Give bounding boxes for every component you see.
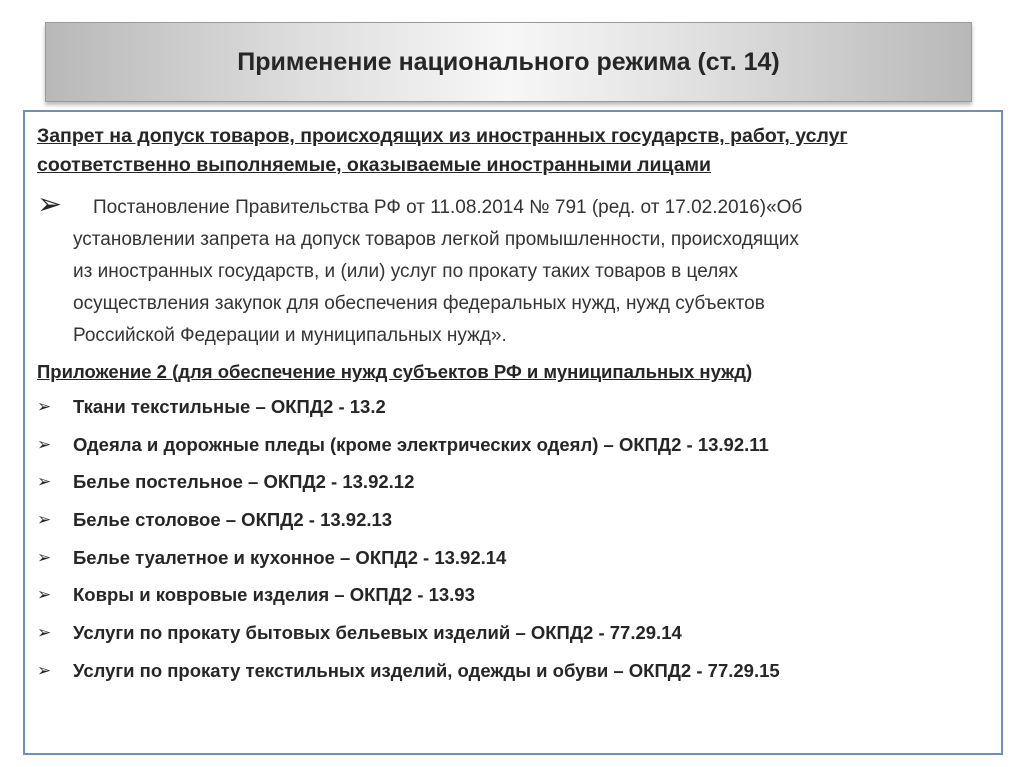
arrow-bullet-icon: ➢ (37, 188, 63, 221)
decree-line: из иностранных государств, и (или) услуг по прокату таких товаров в целях (73, 261, 739, 282)
decree-line: Постановление Правительства РФ от 11.08.2014 № 791 (ред. от 17.02.2016)«Об (93, 197, 803, 218)
decree-line: осуществления закупок для обеспечения федеральных нужд, нужд субъектов (73, 293, 765, 314)
arrow-bullet-icon: ➢ (37, 622, 52, 642)
list-item (37, 501, 989, 539)
arrow-bullet-icon: ➢ (37, 472, 52, 492)
item-list (37, 388, 989, 690)
content-box (23, 110, 1003, 755)
appendix-heading: Приложение 2 (для обеспечение нужд субъектов РФ и муниципальных нужд) (37, 361, 753, 382)
list-item (37, 652, 989, 690)
arrow-bullet-icon: ➢ (37, 547, 52, 567)
list-item-text: Ковры и ковровые изделия – ОКПД2 - 13.93 (73, 584, 475, 606)
list-item (37, 576, 989, 614)
list-item-text: Услуги по прокату бытовых бельевых изделий – ОКПД2 - 77.29.14 (73, 621, 682, 643)
arrow-bullet-icon: ➢ (37, 434, 52, 454)
list-item (37, 463, 989, 501)
list-item-text: Ткани текстильные – ОКПД2 - 13.2 (73, 395, 386, 417)
arrow-bullet-icon: ➢ (37, 396, 52, 416)
arrow-bullet-icon: ➢ (37, 585, 52, 605)
title-bar (45, 22, 972, 102)
list-item (37, 388, 989, 426)
arrow-bullet-icon: ➢ (37, 509, 52, 529)
list-item-text: Белье постельное – ОКПД2 - 13.92.12 (73, 471, 415, 493)
section-heading: Запрет на допуск товаров, происходящих из иностранных государств, работ, услуг соответственно выполняемые, оказываемые иностранными лицами (37, 125, 848, 176)
list-item-text: Белье столовое – ОКПД2 - 13.92.13 (73, 508, 393, 530)
decree-line: Российской Федерации и муниципальных нужд». (73, 325, 507, 346)
list-item-text: Белье туалетное и кухонное – ОКПД2 - 13.92.14 (73, 546, 507, 568)
slide-title: Применение национального режима (ст. 14) (237, 47, 780, 76)
list-item (37, 426, 989, 464)
list-item-text: Услуги по прокату текстильных изделий, одежды и обуви – ОКПД2 - 77.29.15 (73, 659, 780, 681)
decree-text (73, 192, 802, 352)
list-item (37, 614, 989, 652)
decree-block (37, 188, 989, 352)
decree-line: установлении запрета на допуск товаров легкой промышленности, происходящих (73, 229, 799, 250)
list-item (37, 539, 989, 577)
arrow-bullet-icon: ➢ (37, 660, 52, 680)
list-item-text: Одеяла и дорожные пледы (кроме электрических одеял) – ОКПД2 - 13.92.11 (73, 433, 769, 455)
